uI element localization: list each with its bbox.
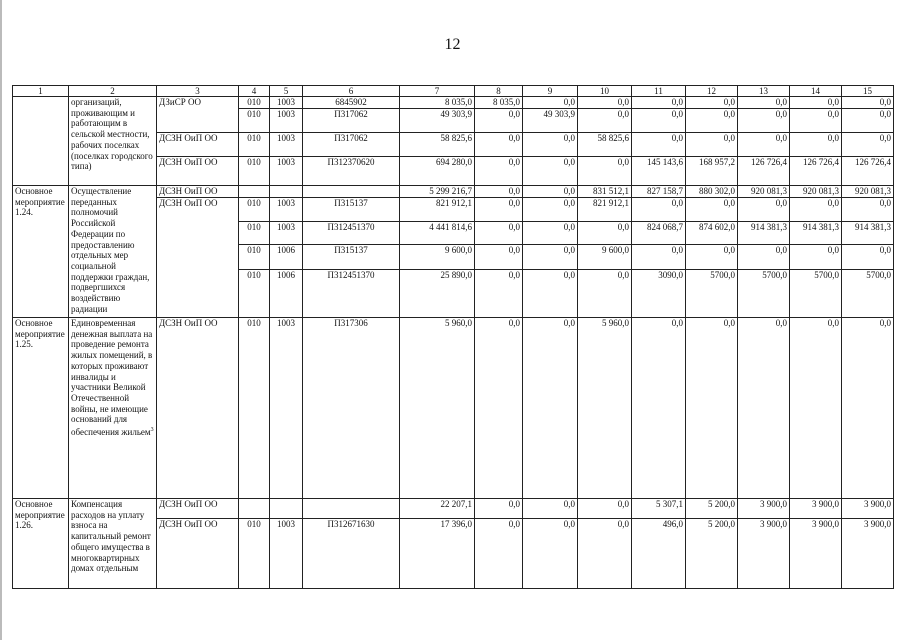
event-description-cell: организаций, проживающим и работающим в сельской местности, рабочих поселках (поселках городского типа): [69, 97, 157, 186]
data-cell: 1003: [270, 109, 303, 133]
header-cell: 8: [475, 86, 523, 97]
data-cell: 5 200,0: [686, 519, 738, 589]
table-row: [13, 97, 894, 109]
data-cell: 0,0: [578, 499, 632, 519]
data-cell: 824 068,7: [632, 222, 686, 245]
data-cell: 1006: [270, 270, 303, 318]
data-cell: 0,0: [523, 186, 578, 198]
data-cell: 0,0: [578, 222, 632, 245]
data-cell: 0,0: [523, 270, 578, 318]
data-cell: 5 307,1: [632, 499, 686, 519]
data-cell: 0,0: [523, 318, 578, 499]
data-cell: 0,0: [632, 245, 686, 270]
data-cell: 1003: [270, 318, 303, 499]
table-row: [13, 318, 894, 499]
data-cell: 0,0: [790, 133, 842, 157]
data-cell: 0,0: [523, 133, 578, 157]
data-cell: 3 900,0: [738, 519, 790, 589]
data-cell: 0,0: [578, 270, 632, 318]
data-cell: П312451370: [303, 222, 400, 245]
data-cell: 0,0: [475, 198, 523, 222]
header-cell: 4: [239, 86, 270, 97]
data-cell: 1003: [270, 222, 303, 245]
data-cell: 1003: [270, 157, 303, 186]
data-cell: 920 081,3: [790, 186, 842, 198]
data-cell: 22 207,1: [400, 499, 475, 519]
data-cell: 0,0: [632, 198, 686, 222]
data-cell: 0,0: [523, 499, 578, 519]
data-cell: 1003: [270, 97, 303, 109]
data-cell: 0,0: [523, 245, 578, 270]
data-cell: 0,0: [475, 157, 523, 186]
data-cell: 0,0: [842, 198, 894, 222]
data-cell: 0,0: [523, 519, 578, 589]
data-cell: 126 726,4: [790, 157, 842, 186]
data-cell: 0,0: [790, 245, 842, 270]
data-cell: 0,0: [686, 97, 738, 109]
data-cell: 58 825,6: [400, 133, 475, 157]
data-cell: 827 158,7: [632, 186, 686, 198]
data-cell: 58 825,6: [578, 133, 632, 157]
data-cell: 496,0: [632, 519, 686, 589]
event-label-cell: Основное мероприятие 1.24.: [13, 186, 69, 318]
header-cell: 3: [157, 86, 239, 97]
data-cell: 0,0: [738, 133, 790, 157]
data-cell: 1003: [270, 198, 303, 222]
data-cell: 0,0: [632, 109, 686, 133]
data-cell: 0,0: [578, 519, 632, 589]
data-cell: 0,0: [475, 133, 523, 157]
page-number: 12: [444, 36, 461, 53]
header-cell: 9: [523, 86, 578, 97]
data-cell: П317306: [303, 318, 400, 499]
data-cell: 0,0: [578, 97, 632, 109]
data-cell: 010: [239, 318, 270, 499]
data-cell: П317062: [303, 133, 400, 157]
data-cell: 821 912,1: [578, 198, 632, 222]
data-cell: 9 600,0: [578, 245, 632, 270]
data-cell: 3 900,0: [790, 519, 842, 589]
data-cell: 5700,0: [790, 270, 842, 318]
data-cell: 010: [239, 109, 270, 133]
data-cell: 920 081,3: [738, 186, 790, 198]
data-cell: 168 957,2: [686, 157, 738, 186]
data-cell: 831 512,1: [578, 186, 632, 198]
data-cell: 010: [239, 97, 270, 109]
data-cell: 0,0: [790, 318, 842, 499]
data-cell: [270, 499, 303, 519]
footnote-marker: 3: [150, 427, 154, 434]
data-cell: 49 303,9: [400, 109, 475, 133]
data-cell: ДСЗН ОиП ОО: [157, 318, 239, 499]
data-cell: 0,0: [842, 109, 894, 133]
data-cell: 8 035,0: [475, 97, 523, 109]
data-cell: ДСЗН ОиП ОО: [157, 499, 239, 519]
data-cell: 914 381,3: [738, 222, 790, 245]
data-cell: 1006: [270, 245, 303, 270]
scan-edge: [0, 0, 2, 640]
data-cell: 0,0: [738, 109, 790, 133]
data-cell: 8 035,0: [400, 97, 475, 109]
event-label-cell: Основное мероприятие 1.26.: [13, 499, 69, 589]
data-cell: 3 900,0: [790, 499, 842, 519]
data-cell: 010: [239, 245, 270, 270]
data-cell: [303, 499, 400, 519]
data-cell: [239, 499, 270, 519]
data-cell: П317062: [303, 109, 400, 133]
data-cell: 145 143,6: [632, 157, 686, 186]
header-cell: 11: [632, 86, 686, 97]
data-cell: П312370620: [303, 157, 400, 186]
data-cell: 0,0: [475, 519, 523, 589]
data-cell: 9 600,0: [400, 245, 475, 270]
table-row: [13, 186, 894, 198]
data-cell: 5700,0: [738, 270, 790, 318]
data-cell: 874 602,0: [686, 222, 738, 245]
header-cell: 2: [69, 86, 157, 97]
data-cell: 3 900,0: [842, 519, 894, 589]
data-cell: 0,0: [738, 318, 790, 499]
data-cell: 5700,0: [842, 270, 894, 318]
data-cell: 5700,0: [686, 270, 738, 318]
data-cell: 0,0: [738, 198, 790, 222]
header-cell: 5: [270, 86, 303, 97]
data-cell: П315137: [303, 245, 400, 270]
data-cell: П312451370: [303, 270, 400, 318]
data-cell: 0,0: [475, 109, 523, 133]
data-cell: 0,0: [632, 318, 686, 499]
data-cell: 0,0: [842, 245, 894, 270]
data-cell: 821 912,1: [400, 198, 475, 222]
data-cell: 1003: [270, 519, 303, 589]
data-cell: 1003: [270, 133, 303, 157]
data-cell: 0,0: [523, 198, 578, 222]
data-cell: 010: [239, 133, 270, 157]
header-cell: 14: [790, 86, 842, 97]
data-cell: ДСЗН ОиП ОО: [157, 186, 239, 198]
data-cell: 0,0: [475, 222, 523, 245]
data-cell: 0,0: [578, 157, 632, 186]
data-cell: 0,0: [738, 245, 790, 270]
data-cell: 5 960,0: [400, 318, 475, 499]
data-cell: 0,0: [738, 97, 790, 109]
data-cell: 0,0: [686, 133, 738, 157]
data-cell: 126 726,4: [842, 157, 894, 186]
data-cell: П315137: [303, 198, 400, 222]
data-cell: 0,0: [523, 222, 578, 245]
data-cell: [239, 186, 270, 198]
data-cell: 914 381,3: [842, 222, 894, 245]
data-cell: ДСЗН ОиП ОО: [157, 157, 239, 186]
data-cell: ДЗиСР ОО: [157, 97, 239, 133]
data-cell: 126 726,4: [738, 157, 790, 186]
header-cell: 12: [686, 86, 738, 97]
data-cell: ДСЗН ОиП ОО: [157, 198, 239, 318]
data-cell: ДСЗН ОиП ОО: [157, 133, 239, 157]
header-row: [13, 86, 894, 97]
data-cell: ДСЗН ОиП ОО: [157, 519, 239, 589]
data-cell: П312671630: [303, 519, 400, 589]
header-cell: 13: [738, 86, 790, 97]
data-cell: 010: [239, 157, 270, 186]
data-cell: 0,0: [632, 133, 686, 157]
header-cell: 6: [303, 86, 400, 97]
data-cell: 010: [239, 198, 270, 222]
data-cell: 880 302,0: [686, 186, 738, 198]
data-cell: 5 200,0: [686, 499, 738, 519]
data-cell: 49 303,9: [523, 109, 578, 133]
event-description-cell: Единовременная денежная выплата на проведение ремонта жилых помещений, в которых проживают инвалиды и участники Великой Отечественной войны, не имеющие оснований для обеспечения жильем$^3$: [69, 318, 157, 499]
event-label-cell: Основное мероприятие 1.25.: [13, 318, 69, 499]
data-cell: 914 381,3: [790, 222, 842, 245]
data-cell: 0,0: [686, 245, 738, 270]
data-cell: 6845902: [303, 97, 400, 109]
data-cell: 5 299 216,7: [400, 186, 475, 198]
data-cell: 920 081,3: [842, 186, 894, 198]
table-row: [13, 499, 894, 519]
event-label-cell: [13, 97, 69, 186]
data-cell: 17 396,0: [400, 519, 475, 589]
budget-table: [12, 85, 894, 589]
data-cell: [270, 186, 303, 198]
data-cell: 3090,0: [632, 270, 686, 318]
data-cell: 0,0: [686, 198, 738, 222]
data-cell: 25 890,0: [400, 270, 475, 318]
data-cell: 0,0: [790, 97, 842, 109]
header-cell: 10: [578, 86, 632, 97]
header-cell: 1: [13, 86, 69, 97]
data-cell: 010: [239, 222, 270, 245]
data-cell: 3 900,0: [842, 499, 894, 519]
data-cell: 0,0: [842, 318, 894, 499]
data-cell: 0,0: [475, 499, 523, 519]
data-cell: 0,0: [523, 97, 578, 109]
event-description-cell: Компенсация расходов на уплату взноса на капитальный ремонт общего имущества в многоквартирных домах отдельным: [69, 499, 157, 589]
header-cell: 7: [400, 86, 475, 97]
data-cell: 0,0: [790, 198, 842, 222]
data-cell: 0,0: [842, 133, 894, 157]
data-cell: 0,0: [475, 245, 523, 270]
data-cell: 5 960,0: [578, 318, 632, 499]
data-cell: 0,0: [842, 97, 894, 109]
data-cell: 010: [239, 519, 270, 589]
data-cell: 0,0: [686, 109, 738, 133]
data-cell: 0,0: [475, 186, 523, 198]
data-cell: 0,0: [523, 157, 578, 186]
event-description-cell: Осуществление переданных полномочий Российской Федерации по предоставлению отдельных мер социальной поддержки граждан, подвергшихся воздействию радиации: [69, 186, 157, 318]
data-cell: [303, 186, 400, 198]
data-cell: 694 280,0: [400, 157, 475, 186]
data-cell: 0,0: [790, 109, 842, 133]
data-cell: 0,0: [686, 318, 738, 499]
data-cell: 0,0: [578, 109, 632, 133]
data-cell: 0,0: [475, 318, 523, 499]
data-cell: 0,0: [475, 270, 523, 318]
data-cell: 0,0: [632, 97, 686, 109]
data-cell: 3 900,0: [738, 499, 790, 519]
header-cell: 15: [842, 86, 894, 97]
data-cell: 4 441 814,6: [400, 222, 475, 245]
data-cell: 010: [239, 270, 270, 318]
